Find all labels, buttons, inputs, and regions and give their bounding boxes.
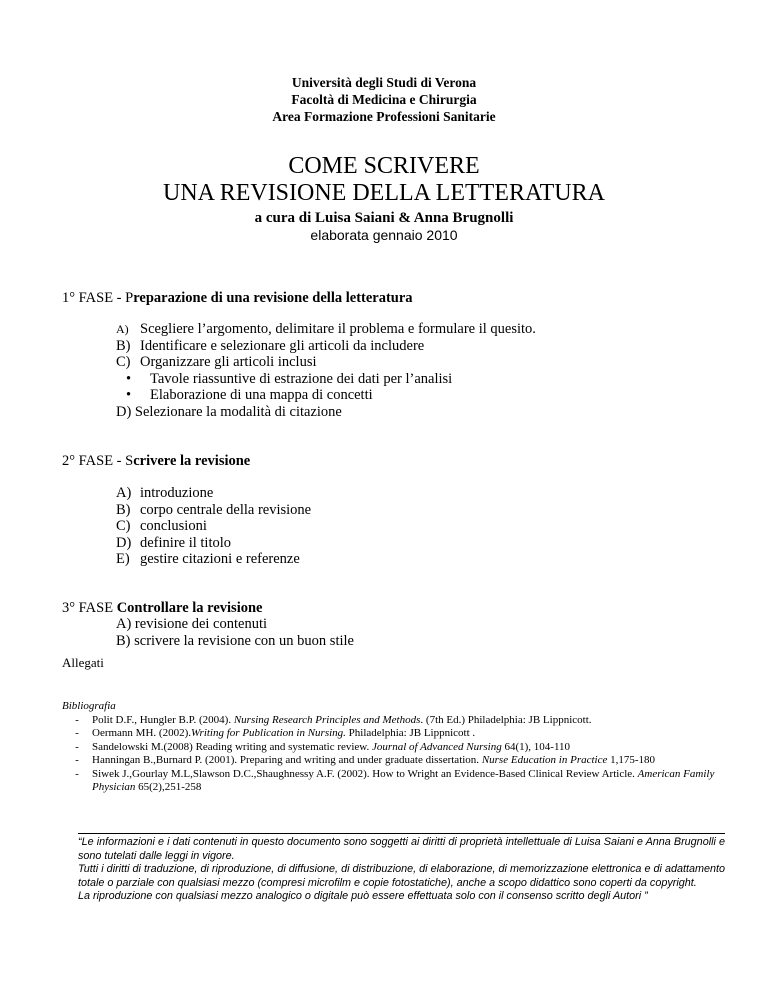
document-title bbox=[0, 153, 768, 207]
item-label: A) bbox=[116, 322, 129, 336]
bullet-text: Tavole riassuntive di estrazione dei dati per l’analisi bbox=[150, 370, 453, 387]
copyright-paragraph-3: La riproduzione con qualsiasi mezzo analogico o digitale può essere effettuata solo con il consenso scritto degli Autori ” bbox=[78, 890, 648, 903]
faculty-name: Facoltà di Medicina e Chirurgia bbox=[291, 92, 477, 107]
item-text: introduzione bbox=[140, 485, 214, 501]
phase-2-title: crivere la revisione bbox=[133, 453, 251, 469]
institution-header bbox=[0, 74, 768, 125]
item-label: E) bbox=[116, 551, 130, 567]
phase-1-list bbox=[116, 321, 536, 420]
list-item bbox=[116, 535, 311, 552]
ref-part: Philadelphia: JB Lippnicott . bbox=[345, 727, 476, 739]
reference-text bbox=[92, 754, 722, 768]
dash-marker: - bbox=[75, 740, 79, 753]
reference-text bbox=[92, 741, 722, 755]
ref-part: 65(2),251-258 bbox=[135, 781, 202, 793]
bibliography bbox=[62, 700, 722, 795]
dash-marker: - bbox=[75, 767, 79, 780]
phase-3-prefix: 3° FASE bbox=[62, 600, 117, 616]
bibliography-heading: Bibliografia bbox=[62, 700, 116, 712]
list-item: B) scrivere la revisione con un buon stile bbox=[116, 632, 354, 649]
ref-part: Polit D.F., Hungler B.P. (2004). bbox=[92, 713, 234, 726]
ref-title: Nurse Education in Practice bbox=[481, 754, 608, 766]
ref-title: Journal of Advanced Nursing bbox=[372, 740, 502, 753]
title-line-1: COME SCRIVERE bbox=[288, 153, 480, 179]
ref-part: Sandelowski M.(2008) Reading writing and systematic review. bbox=[92, 740, 373, 753]
reference-item bbox=[62, 741, 722, 755]
bullet-text: Elaborazione di una mappa di concetti bbox=[150, 387, 373, 403]
item-label: D) bbox=[116, 534, 132, 551]
list-item bbox=[116, 338, 536, 355]
ref-title: Nursing Research Principles and Methods bbox=[233, 713, 421, 726]
item-text: gestire citazioni e referenze bbox=[140, 551, 300, 567]
reference-item bbox=[62, 768, 722, 795]
copyright-paragraph-1: “Le informazioni e i dati contenuti in questo documento sono soggetti ai diritti di proprietà intellettuale di Luisa Saiani e Anna Brugnolli e sono tutelati dalle leggi in vigore. bbox=[78, 836, 725, 862]
list-item: A) revisione dei contenuti bbox=[116, 616, 267, 632]
list-item bbox=[116, 518, 311, 535]
reference-item bbox=[62, 727, 722, 741]
item-text: corpo centrale della revisione bbox=[140, 501, 312, 518]
ref-title: Writing for Publication in Nursing. bbox=[190, 727, 346, 739]
item-label: A) bbox=[116, 485, 132, 501]
item-label: C) bbox=[116, 518, 131, 534]
list-item: D) Selezionare la modalità di citazione bbox=[116, 403, 342, 420]
item-text: Scegliere l’argomento, delimitare il problema e formulare il quesito. bbox=[140, 321, 536, 337]
dash-marker: - bbox=[75, 713, 79, 726]
university-name: Università degli Studi di Verona bbox=[291, 75, 477, 90]
list-item bbox=[116, 551, 311, 568]
item-label: B) bbox=[116, 337, 131, 354]
reference-item bbox=[62, 754, 722, 768]
bullet-icon: • bbox=[126, 370, 132, 387]
phase-1-heading bbox=[62, 290, 413, 307]
list-item bbox=[116, 354, 536, 371]
ref-part: Oermann MH. (2002). bbox=[92, 727, 191, 739]
dash-marker: - bbox=[75, 727, 79, 739]
ref-part: . (7th Ed.) Philadelphia: JB Lippnicott. bbox=[420, 713, 592, 726]
dash-marker: - bbox=[75, 754, 79, 766]
item-label: C) bbox=[116, 354, 131, 370]
phase-1-prefix: 1° FASE - P bbox=[62, 290, 134, 306]
bullet-item bbox=[116, 371, 536, 388]
phase-3-list bbox=[116, 616, 354, 649]
footer-divider bbox=[78, 833, 725, 834]
allegati-label: Allegati bbox=[62, 655, 104, 670]
list-item bbox=[116, 485, 311, 502]
ref-part: Hanningan B.,Burnard P. (2001). Preparing and writing and under graduate dissertation. bbox=[92, 754, 482, 766]
authors-line: a cura di Luisa Saiani & Anna Brugnolli bbox=[254, 210, 514, 226]
phase-2-heading bbox=[62, 453, 250, 470]
copyright-notice bbox=[78, 836, 725, 904]
ref-part: 64(1), 104-110 bbox=[501, 740, 571, 753]
item-text: Identificare e selezionare gli articoli da includere bbox=[140, 337, 425, 354]
title-line-2: UNA REVISIONE DELLA LETTERATURA bbox=[163, 180, 605, 206]
item-text: Organizzare gli articoli inclusi bbox=[140, 354, 317, 370]
copyright-paragraph-2: Tutti i diritti di traduzione, di riproduzione, di diffusione, di distribuzione, di elaborazione, di memorizzazione elettronica e di adattamento totale o parziale con qualsiasi mezzo (compresi microfilm e copie fotostatiche), anche a scopo didattico sono coperti da copyright. bbox=[78, 863, 725, 889]
reference-text bbox=[92, 768, 722, 795]
phase-1-title: reparazione di una revisione della letteratura bbox=[133, 290, 413, 306]
phase-3-title: Controllare la revisione bbox=[116, 600, 263, 616]
list-item bbox=[116, 321, 536, 338]
ref-title: American Family Physician bbox=[92, 767, 715, 793]
item-label: B) bbox=[116, 501, 131, 518]
list-item bbox=[116, 502, 311, 519]
ref-part: Siwek J.,Gourlay M.L,Slawson D.C.,Shaughnessy A.F. (2002). How to Wright an Evidence-Based Clinical Review Article. bbox=[92, 767, 638, 780]
reference-item bbox=[62, 714, 722, 728]
phase-2-prefix: 2° FASE - S bbox=[62, 453, 134, 469]
item-text: conclusioni bbox=[140, 518, 207, 534]
bullet-item bbox=[116, 387, 536, 404]
ref-part: 1,175-180 bbox=[607, 754, 656, 766]
reference-text bbox=[92, 727, 722, 741]
phase-2-list bbox=[116, 485, 311, 568]
date-line: elaborata gennaio 2010 bbox=[310, 227, 458, 243]
phase-3-heading bbox=[62, 600, 262, 617]
reference-text bbox=[92, 714, 722, 728]
item-text: definire il titolo bbox=[140, 534, 232, 551]
bullet-icon: • bbox=[126, 387, 132, 403]
area-name: Area Formazione Professioni Sanitarie bbox=[272, 109, 496, 124]
